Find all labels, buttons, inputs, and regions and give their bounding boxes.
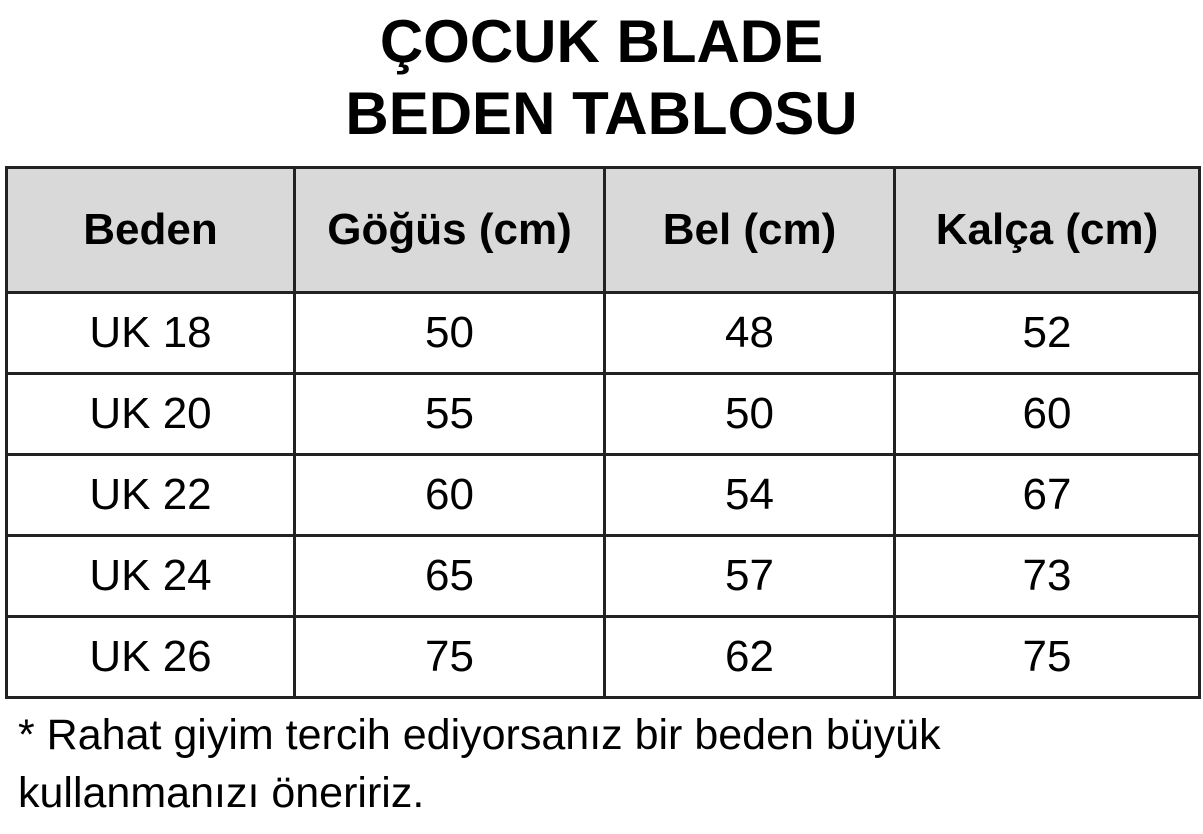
cell-hip: 67 bbox=[895, 455, 1200, 536]
cell-hip: 73 bbox=[895, 536, 1200, 617]
cell-waist: 54 bbox=[605, 455, 895, 536]
table-row bbox=[7, 617, 1200, 698]
cell-size: UK 18 bbox=[7, 293, 295, 374]
cell-waist: 48 bbox=[605, 293, 895, 374]
header-bel: Bel (cm) bbox=[605, 168, 895, 293]
table-row bbox=[7, 374, 1200, 455]
footnote-line-1: * Rahat giyim tercih ediyorsanız bir beden büyük bbox=[18, 711, 941, 759]
cell-size: UK 20 bbox=[7, 374, 295, 455]
header-beden: Beden bbox=[7, 168, 295, 293]
size-chart-table bbox=[5, 166, 1201, 699]
table-row bbox=[7, 455, 1200, 536]
footnote bbox=[18, 706, 1188, 822]
table-row bbox=[7, 293, 1200, 374]
cell-size: UK 22 bbox=[7, 455, 295, 536]
cell-size: UK 24 bbox=[7, 536, 295, 617]
cell-hip: 75 bbox=[895, 617, 1200, 698]
cell-chest: 75 bbox=[295, 617, 605, 698]
cell-chest: 50 bbox=[295, 293, 605, 374]
cell-size: UK 26 bbox=[7, 617, 295, 698]
cell-waist: 62 bbox=[605, 617, 895, 698]
header-gogus: Göğüs (cm) bbox=[295, 168, 605, 293]
footnote-line-2: kullanmanızı öneririz. bbox=[18, 769, 425, 817]
title-line-2: BEDEN TABLOSU bbox=[345, 80, 858, 147]
cell-waist: 50 bbox=[605, 374, 895, 455]
title-line-1: ÇOCUK BLADE bbox=[379, 8, 824, 75]
table-header-row bbox=[7, 168, 1200, 293]
cell-waist: 57 bbox=[605, 536, 895, 617]
cell-chest: 60 bbox=[295, 455, 605, 536]
cell-chest: 55 bbox=[295, 374, 605, 455]
page-title bbox=[0, 6, 1203, 150]
cell-hip: 52 bbox=[895, 293, 1200, 374]
table-row bbox=[7, 536, 1200, 617]
cell-chest: 65 bbox=[295, 536, 605, 617]
cell-hip: 60 bbox=[895, 374, 1200, 455]
header-kalca: Kalça (cm) bbox=[895, 168, 1200, 293]
